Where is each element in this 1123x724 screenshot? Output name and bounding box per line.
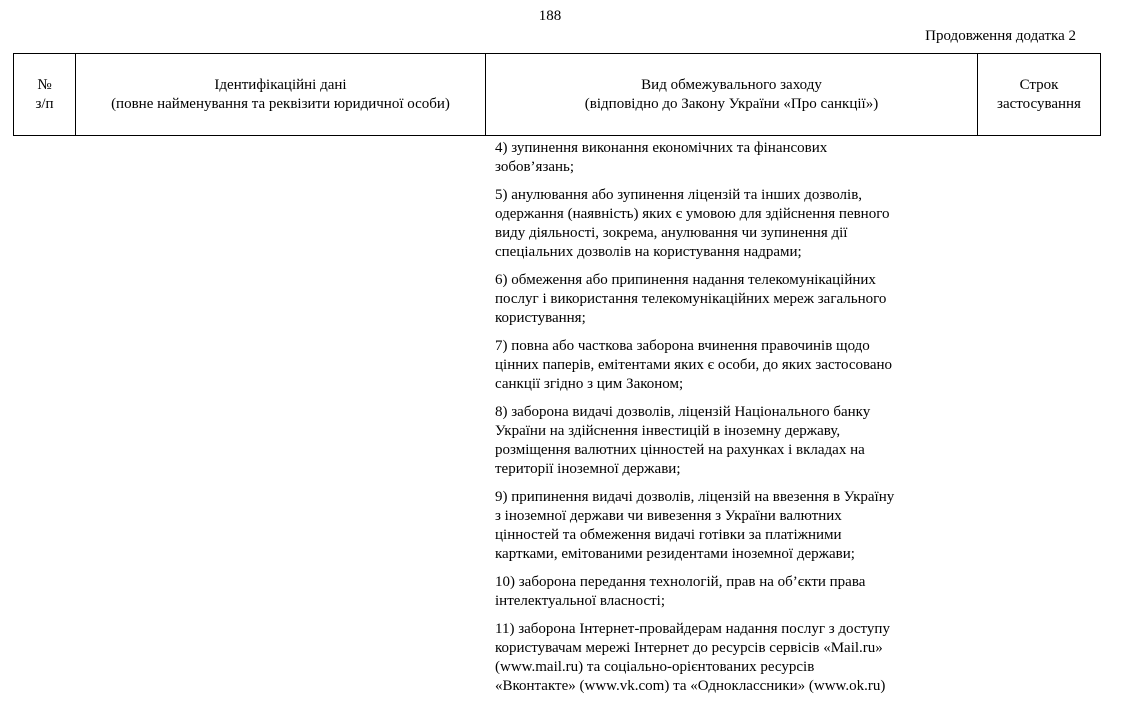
- measure-line: розміщення валютних цінностей на рахунках і вкладах на: [495, 442, 865, 458]
- measure-line: спеціальних дозволів на користування надрами;: [495, 244, 802, 260]
- measure-line: 7) повна або часткова заборона вчинення правочинів щодо: [495, 338, 870, 354]
- measure-line: користування;: [495, 310, 586, 326]
- header-term: Строк застосування: [978, 54, 1101, 136]
- measure-line: цінних паперів, емітентами яких є особи, до яких застосовано: [495, 357, 893, 373]
- header-number: № з/п: [14, 54, 76, 136]
- measure-item: [495, 139, 965, 177]
- measure-line: 9) припинення видачі дозволів, ліцензій на ввезення в Україну: [495, 489, 895, 505]
- measure-item: [495, 620, 965, 696]
- table-header-row: [14, 54, 1101, 136]
- measure-line: одержання (наявність) яких є умовою для здійснення певного: [495, 206, 890, 222]
- measure-line: 10) заборона передання технологій, прав на об’єкти права: [495, 574, 866, 590]
- measure-line: 8) заборона видачі дозволів, ліцензій Національного банку: [495, 404, 871, 420]
- measure-line: з іноземної держави чи вивезення з України валютних: [495, 508, 842, 524]
- measure-line: виду діяльності, зокрема, анулювання чи зупинення дії: [495, 225, 848, 241]
- measure-line: зобов’язань;: [495, 159, 575, 175]
- measure-line: 6) обмеження або припинення надання телекомунікаційних: [495, 272, 876, 288]
- measure-item: [495, 186, 965, 262]
- measure-item: [495, 403, 965, 479]
- measure-line: 5) анулювання або зупинення ліцензій та інших дозволів,: [495, 187, 863, 203]
- measure-item: [495, 271, 965, 328]
- header-identification: Ідентифікаційні дані (повне найменування та реквізити юридичної особи): [76, 54, 486, 136]
- sanctions-table: [13, 53, 1101, 136]
- measure-item: [495, 573, 965, 611]
- measure-line: (www.mail.ru) та соціально-орієнтованих ресурсів: [495, 659, 815, 675]
- measure-line: 11) заборона Інтернет-провайдерам надання послуг з доступу: [495, 621, 890, 637]
- measure-line: території іноземної держави;: [495, 461, 681, 477]
- measure-item: [495, 337, 965, 394]
- measure-line: інтелектуальної власності;: [495, 593, 665, 609]
- measure-line: України на здійснення інвестицій в іноземну державу,: [495, 423, 841, 439]
- page-number: 188: [538, 8, 562, 24]
- measure-item: [495, 488, 965, 564]
- measure-line: «Вконтакте» (www.vk.com) та «Одноклассники» (www.ok.ru): [495, 678, 886, 694]
- measure-line: послуг і використання телекомунікаційних мереж загального: [495, 291, 887, 307]
- measure-line: картками, емітованими резидентами іноземної держави;: [495, 546, 855, 562]
- measures-list: [495, 139, 965, 705]
- header-measure-type: Вид обмежувального заходу (відповідно до Закону України «Про санкції»): [486, 54, 978, 136]
- measure-line: користувачам мережі Інтернет до ресурсів сервісів «Mail.ru»: [495, 640, 883, 656]
- measure-line: санкції згідно з цим Законом;: [495, 376, 684, 392]
- continuation-label: Продовження додатка 2: [925, 28, 1076, 44]
- measure-line: цінностей та обмеження видачі готівки за платіжними: [495, 527, 842, 543]
- measure-line: 4) зупинення виконання економічних та фінансових: [495, 140, 828, 156]
